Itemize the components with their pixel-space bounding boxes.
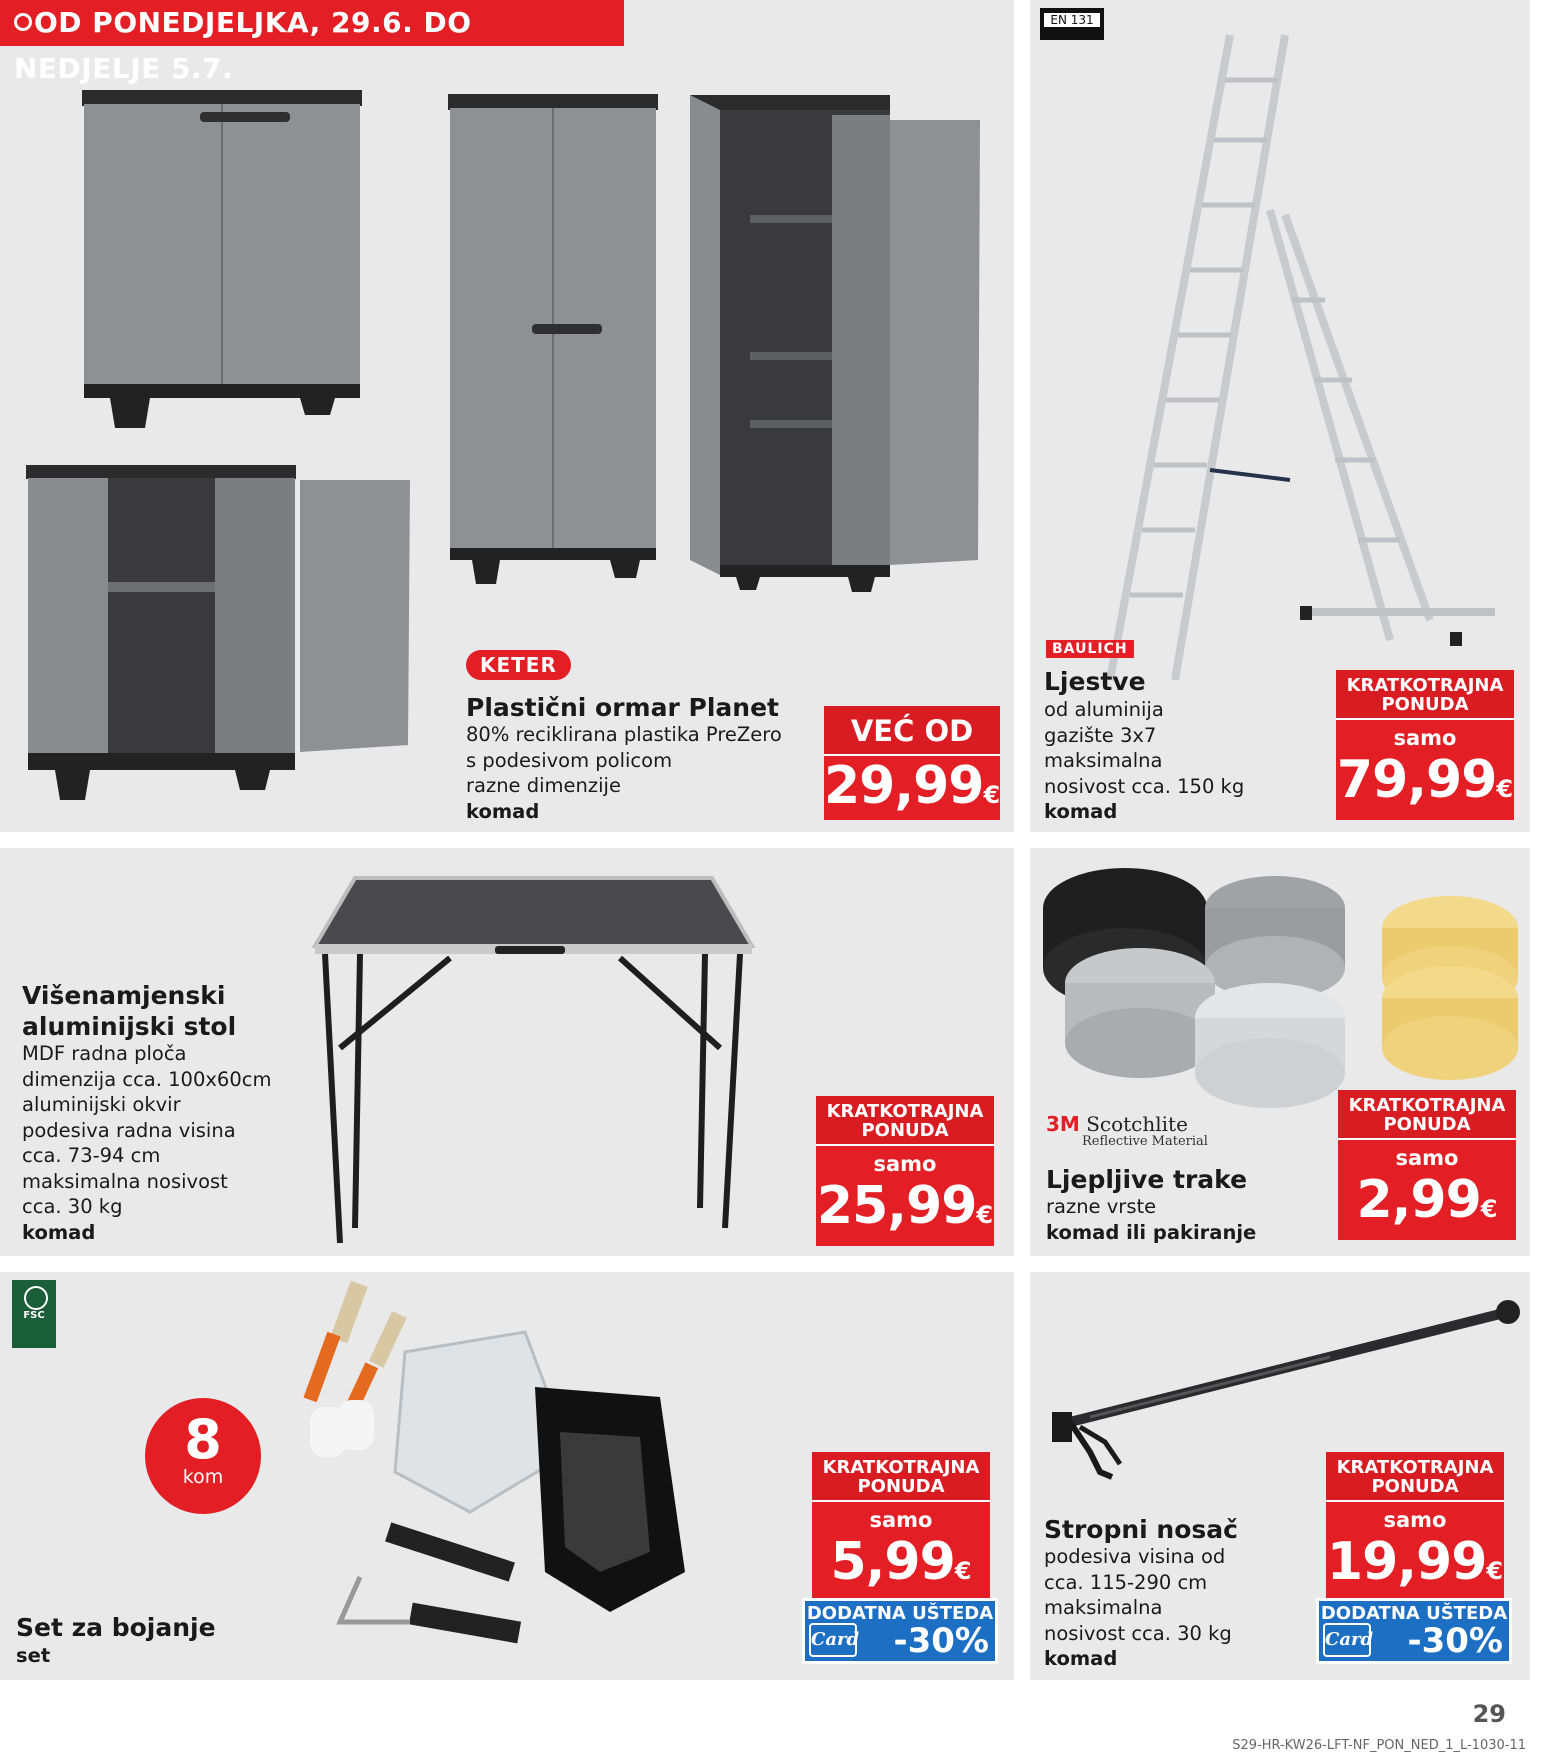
discount-percent: -30% xyxy=(1407,1621,1503,1661)
offer-label: KRATKOTRAJNA PONUDA xyxy=(1326,1452,1504,1502)
samo-label: samo xyxy=(869,1508,933,1532)
samo-label: samo xyxy=(1393,726,1457,750)
price-box xyxy=(1338,1090,1516,1240)
samo-label: samo xyxy=(1395,1146,1459,1170)
product-title: Ljepljive trake xyxy=(1046,1165,1248,1194)
price-label: VEĆ OD xyxy=(824,706,1000,756)
offer-label: KRATKOTRAJNA PONUDA xyxy=(816,1096,994,1146)
price-box xyxy=(1326,1452,1504,1602)
product-title: Set za bojanje xyxy=(16,1613,216,1642)
price-box xyxy=(824,706,1000,820)
product-description: set xyxy=(16,1644,51,1667)
offer-label: KRATKOTRAJNA PONUDA xyxy=(1338,1090,1516,1140)
product-description: MDF radna ploča dimenzija cca. 100x60cm aluminijski okvir podesiva radna visina cca. 73-94 cm maksimalna nosivost cca. 30 kg komad xyxy=(22,1042,272,1244)
card-icon: Card xyxy=(809,1623,857,1657)
offer-label: KRATKOTRAJNA PONUDA xyxy=(1336,670,1514,720)
page-number: 29 xyxy=(1472,1700,1506,1728)
price-value: 19,99€ xyxy=(1326,1532,1504,1592)
product-panel-ormar[interactable] xyxy=(0,0,1014,832)
product-panel-set[interactable] xyxy=(0,1272,1014,1680)
product-title: Ljestve xyxy=(1044,667,1146,696)
product-panel-stol[interactable] xyxy=(0,848,1014,1256)
product-title: Plastični ormar Planet xyxy=(466,693,779,722)
brand-logo-3m-scotchlite: 3M Scotchlite Reflective Material xyxy=(1046,1112,1208,1149)
price-value: 25,99€ xyxy=(816,1176,994,1236)
product-panel-ljestve[interactable] xyxy=(1030,0,1530,832)
product-description: razne vrste komad ili pakiranje xyxy=(1046,1195,1257,1244)
product-panel-nosac[interactable] xyxy=(1030,1272,1530,1680)
piece-count-badge: 8 kom xyxy=(145,1398,261,1514)
extra-saving-label: DODATNA UŠTEDA xyxy=(806,1603,994,1624)
price-value: 5,99€ xyxy=(830,1532,972,1592)
price-box xyxy=(816,1096,994,1246)
card-discount-strip xyxy=(1316,1598,1512,1664)
brand-logo-keter: KETER xyxy=(466,650,571,680)
card-discount-strip xyxy=(802,1598,998,1664)
product-title: Stropni nosač xyxy=(1044,1515,1238,1544)
price-value: 79,99€ xyxy=(1336,750,1514,810)
offer-label: KRATKOTRAJNA PONUDA xyxy=(812,1452,990,1502)
samo-label: samo xyxy=(1383,1508,1447,1532)
brand-logo-baulich: BAULICH xyxy=(1046,640,1134,658)
product-title: Višenamjenski aluminijski stol xyxy=(22,981,237,1041)
product-panel-trake[interactable] xyxy=(1030,848,1530,1256)
price-box xyxy=(812,1452,990,1602)
price-box xyxy=(1336,670,1514,820)
product-description: 80% reciklirana plastika PreZero s podesivom policom razne dimenzije komad xyxy=(466,723,782,823)
standard-badge: EN 131 xyxy=(1040,8,1104,40)
discount-percent: -30% xyxy=(893,1621,989,1661)
extra-saving-label: DODATNA UŠTEDA xyxy=(1320,1603,1508,1624)
price-value: 29,99€ xyxy=(824,756,1001,816)
price-value: 2,99€ xyxy=(1356,1170,1498,1230)
circle-icon xyxy=(14,13,32,31)
fsc-certification-icon: FSC xyxy=(12,1280,56,1348)
samo-label: samo xyxy=(873,1152,937,1176)
product-description: od aluminija gazište 3x7 maksimalna nosivost cca. 150 kg komad xyxy=(1044,698,1245,823)
product-description: podesiva visina od cca. 115-290 cm maksimalna nosivost cca. 30 kg komad xyxy=(1044,1545,1232,1670)
date-range-banner: OD PONEDJELJKA, 29.6. DO NEDJELJE 5.7. xyxy=(0,0,624,46)
card-icon: Card xyxy=(1323,1623,1371,1657)
footer-code: S29-HR-KW26-LFT-NF_PON_NED_1_L-1030-11 xyxy=(1232,1738,1526,1753)
